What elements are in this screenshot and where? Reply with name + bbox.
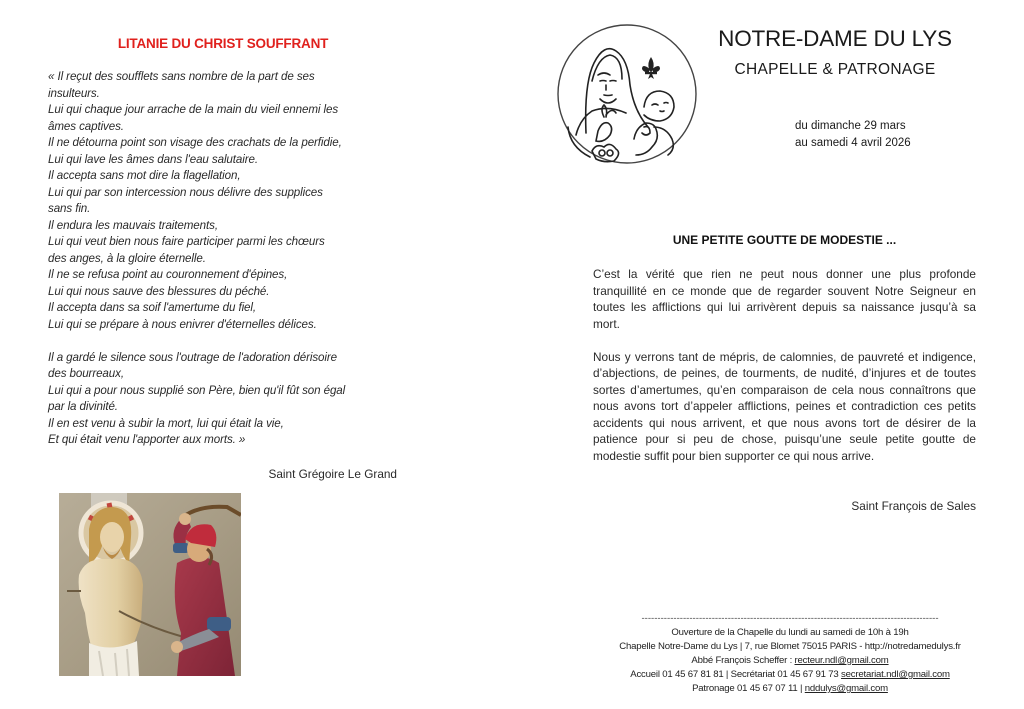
litany-line: Lui qui a pour nous supplié son Père, bien qu'il fût son égal [48,383,346,397]
secretariat-email-link[interactable]: secretariat.ndl@gmail.com [841,669,950,680]
reflection-attribution: Saint François de Sales [851,499,976,513]
litany-line: insulteurs. [48,86,100,100]
date-range [795,118,911,151]
date-range-end: au samedi 4 avril 2026 [795,136,911,149]
organization-name: NOTRE-DAME DU LYS [718,26,952,51]
litany-text [48,69,404,465]
litany-stanza [48,350,404,449]
reflection-text [593,266,976,481]
litany-line: Il accepta sans mot dire la flagellation, [48,169,241,182]
litany-line: Il endura les mauvais traitements, [48,218,218,232]
litany-line: âmes captives. [48,119,124,133]
reflection-paragraph: Nous y verrons tant de mépris, de calomnies, de pauvreté et indigence, d’abjections, de peines, de tourments, de nudité, d’injures et de toutes sortes d’amertumes, qu’en comparaison de cela nous connaîtrons que nous avons tort d’appeler afflictions, peines et contradiction ces petits accidents qui nous arrivent, et que nous avons tort de désirer de la patience pour si peu de chose, puisqu’une seule petite goutte de modestie suffit pour bien supporter ce qui nous arrive. [593,349,976,463]
rector-email-link[interactable]: recteur.ndl@gmail.com [794,655,889,666]
litany-line: des anges, à la gloire éternelle. [48,251,206,265]
litany-line: Lui qui par son intercession nous délivre des supplices [48,185,323,199]
litany-line: Il en est venu à subir la mort, lui qui était la vie, [48,416,284,430]
chapel-address: Chapelle Notre-Dame du Lys | 7, rue Blomet 75015 PARIS - http://notredamedulys.fr [619,641,961,652]
litany-line: Il accepta dans sa soif l'amertume du fiel, [48,301,256,314]
litany-line: Il ne détourna point son visage des crachats de la perfidie, [48,136,342,149]
litany-line: Et qui était venu l'apporter aux morts. » [48,433,246,446]
reception-contact [585,668,995,682]
date-range-start: du dimanche 29 mars [795,120,906,132]
contact-footer [585,612,995,696]
organization-subtitle: CHAPELLE & PATRONAGE [734,61,936,78]
patronage-contact [585,682,995,696]
litany-line: Lui qui se prépare à nous enivrer d'éternelles délices. [48,317,317,331]
litany-line: par la divinité. [48,400,118,413]
litany-line: Il a gardé le silence sous l'outrage de l'adoration dérisoire [48,350,337,364]
reflection-title: UNE PETITE GOUTTE DE MODESTIE ... [672,233,897,247]
reception-phones: Accueil 01 45 67 81 81 | Secrétariat 01 45 67 91 73 [630,669,842,680]
rector-contact [585,654,995,668]
litany-line: Lui qui lave les âmes dans l'eau salutaire. [48,152,258,166]
flagellation-painting-image [59,493,241,676]
litany-line: « Il reçut des soufflets sans nombre de la part de ses [48,70,315,83]
litany-line: sans fin. [48,202,91,215]
litany-stanza [48,69,404,333]
litany-line: Il ne se refusa point au couronnement d'épines, [48,268,288,281]
footer-divider: --------------------------------------------------------------------------------------------- [641,613,939,624]
rector-label: Abbé François Scheffer : [691,655,795,666]
litany-line: Lui qui veut bien nous faire participer parmi les chœurs [48,235,325,248]
litany-attribution: Saint Grégoire Le Grand [268,467,397,481]
opening-hours: Ouverture de la Chapelle du lundi au samedi de 10h à 19h [671,627,909,638]
chapel-logo-virgin-and-child-image [556,23,698,165]
litany-line: Lui qui nous sauve des blessures du péché. [48,284,270,298]
litany-title: LITANIE DU CHRIST SOUFFRANT [117,36,329,51]
patronage-phone: Patronage 01 45 67 07 11 | [692,683,805,694]
litany-line: des bourreaux, [48,367,124,380]
litany-line: Lui qui chaque jour arrache de la main du vieil ennemi les [48,103,339,116]
patronage-email-link[interactable]: nddulys@gmail.com [804,683,888,694]
reflection-paragraph: C’est la vérité que rien ne peut nous donner une plus profonde tranquillité en ce monde que de regarder souvent Notre Seigneur en toutes les afflictions qui lui arrivèrent depuis sa naissance jusqu’à sa mort. [593,267,976,331]
